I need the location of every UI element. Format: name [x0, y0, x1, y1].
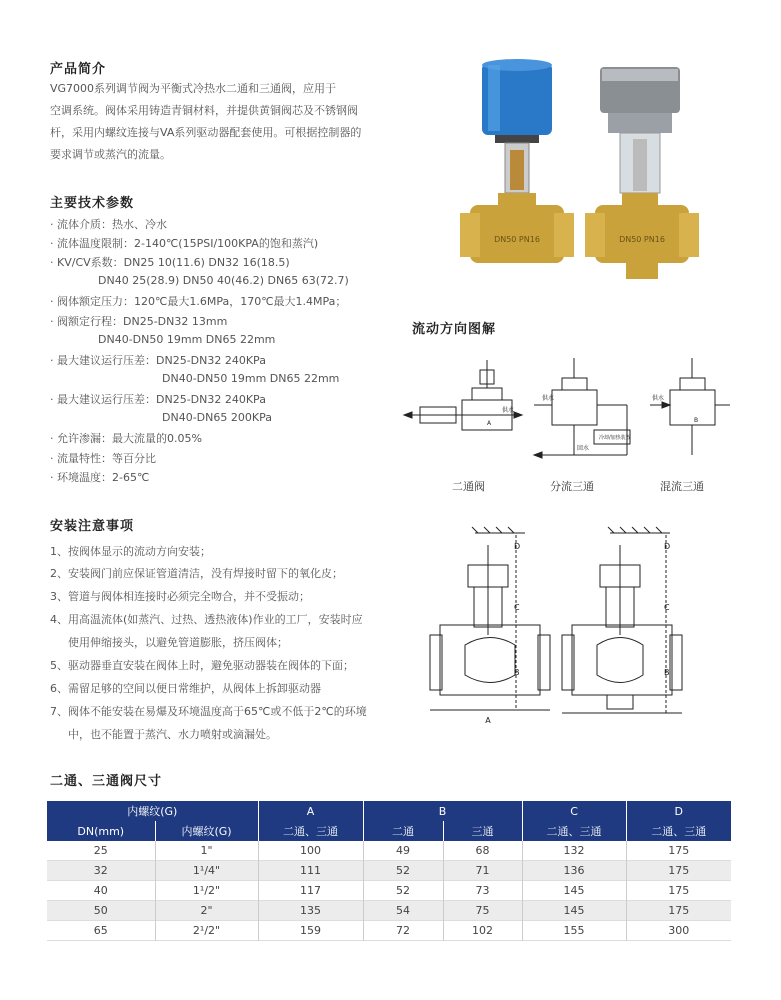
intro-line: 空调系统。阀体采用铸造青铜材料，并提供黄铜阀芯及不锈钢阀: [50, 104, 358, 117]
param-item: · 最大建议运行压差：DN25-DN32 240KPa: [50, 393, 266, 406]
table-row: [47, 841, 731, 861]
param-item: · 最大建议运行压差：DN25-DN32 240KPa: [50, 354, 266, 367]
install-item: 1、按阀体显示的流动方向安装；: [50, 545, 211, 558]
table-header-cell: 二通、三通: [258, 821, 363, 841]
intro-line: VG7000系列调节阀为平衡式冷热水二通和三通阀，应用于: [50, 82, 337, 95]
install-item: 使用伸缩接头，以避免管道膨胀，挤压阀体；: [68, 636, 288, 649]
caption-two-way: 二通阀: [452, 480, 485, 493]
table-cell: 132: [522, 841, 626, 861]
table-cell: 159: [258, 921, 363, 941]
flow-label: 供水: [502, 407, 515, 414]
table-header-cell: DN(mm): [47, 821, 155, 841]
table-row: [47, 921, 731, 941]
table-cell: 111: [258, 861, 363, 881]
table-cell: 2¹/2": [155, 921, 258, 941]
table-cell: 75: [443, 901, 522, 921]
install-item: 2、安装阀门前应保证管道清洁，没有焊接时留下的氧化皮；: [50, 567, 343, 580]
dim-d-label: D: [514, 542, 521, 551]
valve-photo: [440, 55, 720, 290]
two-way-dimension-drawing: [430, 527, 550, 725]
flow-label: 供水: [652, 395, 665, 402]
table-cell: 32: [47, 861, 155, 881]
table-row: [47, 901, 731, 921]
diverting-flow-diagram: [534, 358, 631, 458]
flow-diagrams: [402, 350, 732, 460]
install-item: 4、用高温流体(如蒸汽、过热、透热液体)作业的工厂，安装时应: [50, 613, 363, 626]
table-cell: 145: [522, 901, 626, 921]
table-header-cell: 二通: [363, 821, 443, 841]
dim-b-label: B: [514, 668, 520, 677]
table-cell: 136: [522, 861, 626, 881]
two-way-valve-image: [460, 59, 574, 263]
dimension-drawings: [410, 525, 740, 735]
three-way-valve-image: [585, 67, 699, 279]
port-label: A: [486, 420, 492, 427]
table-header-cell: D: [626, 801, 731, 821]
param-item: DN40-DN65 200KPa: [162, 411, 272, 424]
table-cell: 175: [668, 884, 690, 897]
table-cell: 155: [522, 921, 626, 941]
install-title: 安装注意事项: [50, 519, 135, 534]
table-cell: 2": [155, 901, 258, 921]
bypass-label: 冷却/加热装置: [599, 435, 631, 441]
table-subheader-row: [47, 821, 731, 841]
table-cell: 72: [363, 921, 443, 941]
table-cell: 300: [668, 924, 690, 937]
table-cell: 175: [626, 861, 731, 881]
table-cell: 54: [363, 901, 443, 921]
table-cell: 175: [626, 901, 731, 921]
dim-a-label: A: [485, 716, 491, 725]
table-cell: 71: [443, 861, 522, 881]
install-item: 5、驱动器垂直安装在阀体上时，避免驱动器装在阀体的下面；: [50, 659, 354, 672]
caption-diverting: 分流三通: [550, 480, 594, 493]
param-item: · 流量特性：等百分比: [50, 452, 156, 465]
intro-title: 产品简介: [50, 62, 107, 77]
table-cell: 102: [443, 921, 522, 941]
table-row: [47, 861, 731, 881]
table-header-cell: 内螺纹(G): [47, 801, 258, 821]
param-item: · 阀额定行程：DN25-DN32 13mm: [50, 315, 228, 328]
param-item: · 流体温度限制：2-140℃(15PSI/100KPA的饱和蒸汽): [50, 237, 319, 250]
table-header-cell: 二通、三通: [522, 821, 626, 841]
table-header-cell: C: [522, 801, 626, 821]
flow-title: 流动方向图解: [412, 322, 497, 337]
table-cell: 68: [443, 841, 522, 861]
flow-label: 回水: [577, 445, 590, 452]
install-item: 中，也不能置于蒸汽、水力喷射或滴漏处。: [68, 728, 277, 741]
flow-label: 供水: [542, 395, 555, 402]
param-item: · 允许渗漏：最大流量的0.05%: [50, 432, 202, 445]
dim-c-label: C: [514, 603, 520, 612]
table-cell: 52: [363, 861, 443, 881]
dim-c-label: C: [664, 603, 670, 612]
table-cell: 1¹/2": [155, 881, 258, 901]
table-cell: 52: [363, 881, 443, 901]
table-cell: 50: [47, 901, 155, 921]
intro-line: 杆，采用内螺纹连接与VA系列驱动器配套使用。可根据控制器的: [50, 126, 362, 139]
table-cell: 40: [47, 881, 155, 901]
install-item: 6、需留足够的空间以便日常维护，从阀体上拆卸驱动器: [50, 682, 321, 695]
table-cell: 49: [363, 841, 443, 861]
three-way-dimension-drawing: [562, 527, 682, 713]
table-cell: 1": [155, 841, 258, 861]
table-header-cell: A: [258, 801, 363, 821]
table-header-row: [47, 801, 731, 821]
install-item: 7、阀体不能安装在易爆及环境温度高于65℃或不低于2℃的环境: [50, 705, 367, 718]
table-title: 二通、三通阀尺寸: [50, 774, 163, 789]
table-header-cell: 三通: [443, 821, 522, 841]
table-header-cell: 内螺纹(G): [155, 821, 258, 841]
intro-text: [50, 78, 380, 166]
mixing-flow-diagram: [650, 358, 730, 455]
table-row: [47, 881, 731, 901]
dimension-table: [47, 801, 731, 941]
dim-b-label: B: [664, 668, 670, 677]
dim-d-label: D: [664, 542, 671, 551]
intro-line: 要求调节或蒸汽的流量。: [50, 148, 171, 161]
two-way-flow-diagram: [404, 360, 522, 430]
table-header-cell: B: [363, 801, 522, 821]
params-title: 主要技术参数: [50, 196, 135, 211]
table-cell: 100: [258, 841, 363, 861]
table-cell: 73: [443, 881, 522, 901]
table-cell: 65: [47, 921, 155, 941]
table-cell: 1¹/4": [155, 861, 258, 881]
table-header-cell: 二通、三通: [626, 821, 731, 841]
valve-body-text: DN50 PN16: [494, 235, 540, 244]
param-item: · 阀体额定压力：120℃最大1.6MPa，170℃最大1.4MPa；: [50, 295, 347, 308]
table-cell: 135: [258, 901, 363, 921]
valve-body-text: DN50 PN16: [619, 235, 665, 244]
param-item: · KV/CV系数：DN25 10(11.6) DN32 16(18.5): [50, 256, 290, 269]
table-cell: 175: [668, 844, 690, 857]
port-label: B: [694, 417, 699, 424]
table-cell: 145: [522, 881, 626, 901]
install-item: 3、管道与阀体相连接时必须完全吻合，并不受振动；: [50, 590, 310, 603]
param-item: · 环境温度：2-65℃: [50, 471, 150, 484]
param-item: DN40-DN50 19mm DN65 22mm: [162, 372, 340, 385]
table-cell: 117: [258, 881, 363, 901]
param-item: · 流体介质：热水、冷水: [50, 218, 167, 231]
param-item: DN40 25(28.9) DN50 40(46.2) DN65 63(72.7): [98, 274, 349, 287]
table-cell: 25: [47, 841, 155, 861]
param-item: DN40-DN50 19mm DN65 22mm: [98, 333, 276, 346]
caption-mixing: 混流三通: [660, 480, 704, 493]
